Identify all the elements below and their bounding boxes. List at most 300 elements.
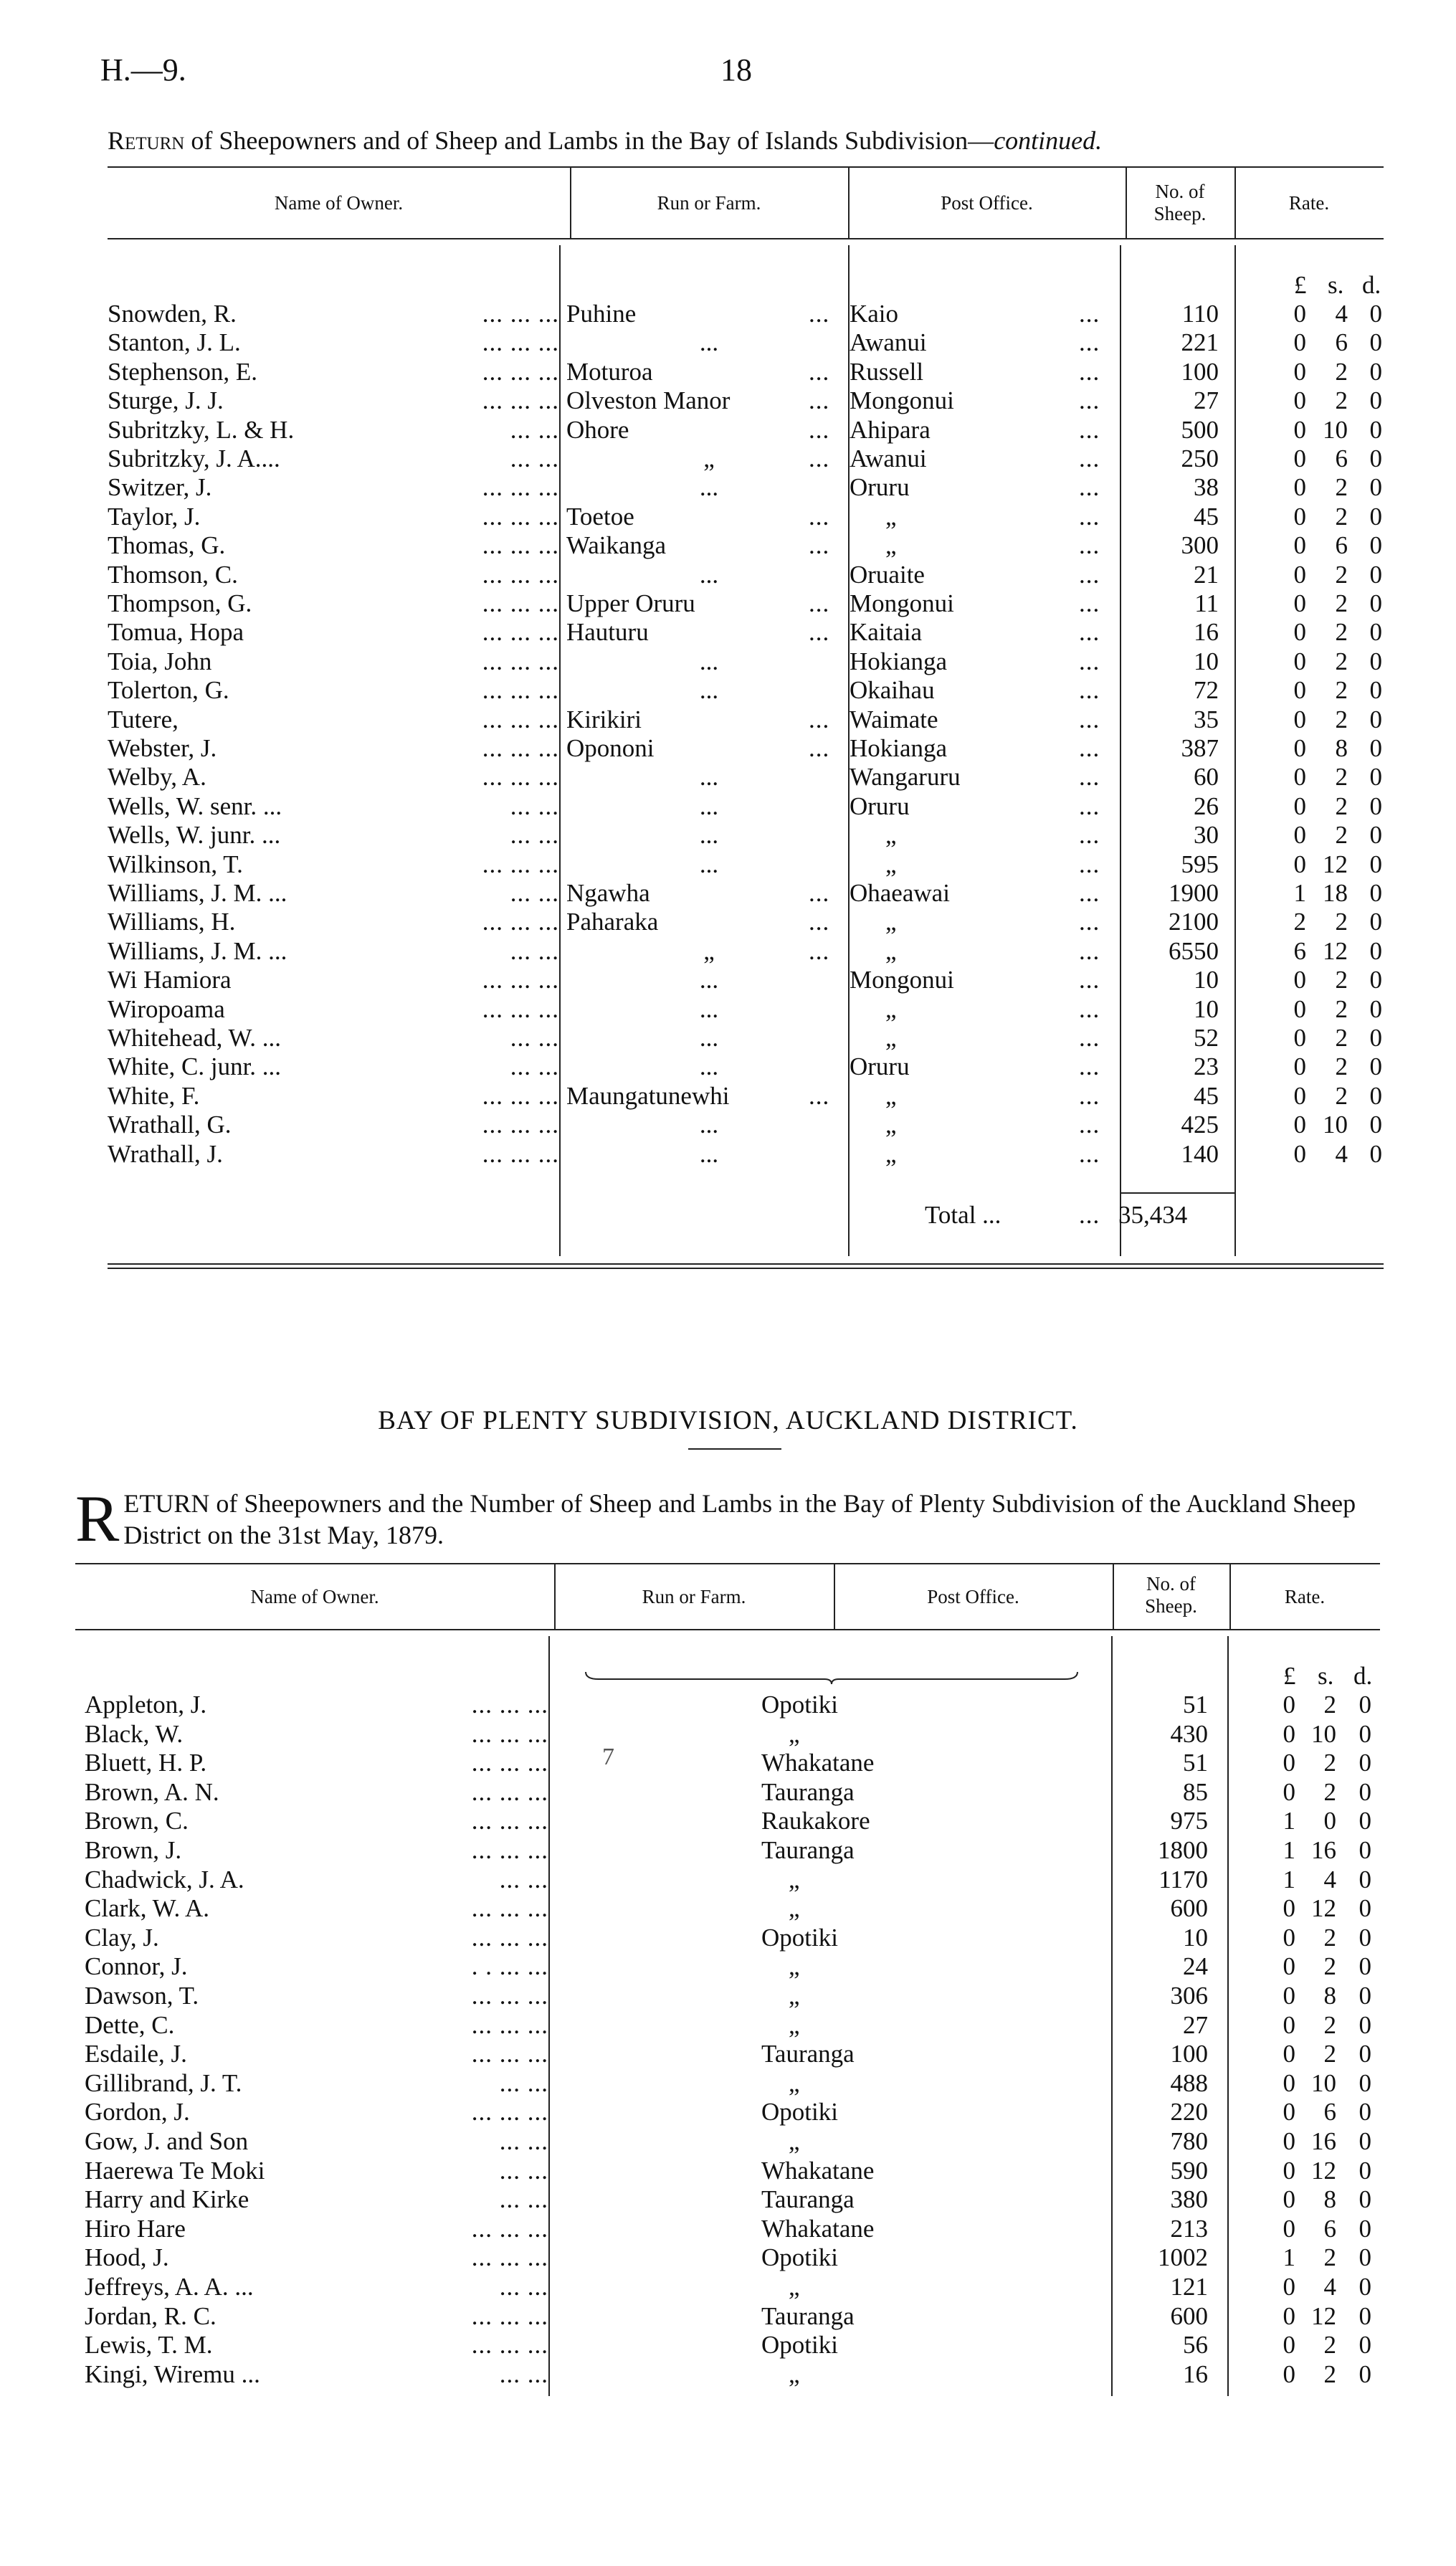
sheep-count: 30 [1194,821,1219,849]
post-office: Kaitaia [850,618,923,646]
rate-pounds: 0 [1283,1982,1295,2010]
post-office: „ [789,1894,800,1922]
rate-pounds: 0 [1293,647,1306,675]
sheep-count: 10 [1194,995,1219,1023]
post-office: Tauranga [761,2185,855,2213]
leader-dots: ... [1079,966,1100,994]
owner-name: Williams, J. M. ... [108,879,287,907]
page-number: 18 [720,52,752,87]
rate-shillings: 2 [1323,1952,1336,1980]
sheep-count: 27 [1183,2011,1208,2039]
rate-pence: 0 [1369,647,1382,675]
table2-header-sheep [1113,1573,1229,1617]
rate-pounds: 1 [1283,1866,1295,1893]
sheep-count: 500 [1181,416,1219,444]
run-or-farm: Upper Oruru [566,589,695,617]
leader-dots: ... [1079,821,1100,849]
leader-dots: ... ... ... [471,1778,548,1806]
leader-dots: ... [1079,358,1100,386]
rate-pounds: 0 [1283,1778,1295,1806]
leader-dots: ... ... ... [471,1894,548,1922]
leader-dots: ... ... ... [471,2215,548,2243]
owner-name: Wiropoama [108,995,225,1023]
rate-shillings: 2 [1323,2331,1336,2359]
table2-header-run: Run or Farm. [642,1586,746,1607]
owner-name: Haerewa Te Moki [85,2157,265,2185]
owner-name: Black, W. [85,1720,184,1748]
rate-pence: 0 [1369,618,1382,646]
table1-bottom-rule-2 [108,1268,1384,1269]
table-row [0,908,1456,936]
currency-pence: d. [1353,1662,1373,1690]
sheep-count: 27 [1194,386,1219,414]
run-or-farm: ... [699,676,719,704]
rate-shillings: 8 [1323,2185,1336,2213]
post-office: „ [789,2011,800,2039]
table2-top-rule [75,1563,1380,1564]
owner-name: Kingi, Wiremu ... [85,2360,260,2388]
rate-pounds: 0 [1293,676,1306,704]
table-row [0,1052,1456,1081]
owner-name: Hiro Hare [85,2215,186,2243]
rate-shillings: 4 [1335,1140,1348,1168]
owner-name: Wrathall, G. [108,1111,232,1139]
table2-header-rule [75,1629,1380,1630]
post-office: Oruru [850,473,910,501]
leader-dots: ... [809,531,830,559]
leader-dots: ... ... ... [482,763,559,791]
run-or-farm: Kirikiri [566,705,642,733]
currency-pounds: £ [1294,271,1307,299]
rate-shillings: 2 [1335,647,1348,675]
sheep-count: 300 [1181,531,1219,559]
table-row [0,1778,1456,1807]
post-office: „ [885,1082,897,1110]
rate-pounds: 6 [1293,937,1306,965]
sheep-count: 1170 [1158,1866,1208,1893]
leader-dots: ... ... [510,1052,559,1080]
rate-pounds: 0 [1293,1052,1306,1080]
run-or-farm: ... [699,763,719,791]
post-office: „ [885,1024,897,1052]
run-or-farm: Moturoa [566,358,653,386]
sheep-count: 221 [1181,328,1219,356]
post-office: Whakatane [761,1749,875,1777]
owner-name: Snowden, R. [108,300,237,328]
post-office: Whakatane [761,2215,875,2243]
table1-header-post: Post Office. [941,192,1033,214]
rate-shillings: 2 [1323,2360,1336,2388]
leader-dots: ... ... ... [482,328,559,356]
leader-dots: ... [1079,445,1100,472]
leader-dots: ... [809,734,830,762]
leader-dots: ... ... ... [482,561,559,589]
rate-pounds: 1 [1283,1807,1295,1835]
table1-header-sheep [1126,181,1234,225]
owner-name: Tolerton, G. [108,676,229,704]
leader-dots: ... ... [510,416,559,444]
table-row [0,1024,1456,1052]
table-row [0,473,1456,502]
rate-shillings: 2 [1335,821,1348,849]
rate-pence: 0 [1359,1749,1371,1777]
rate-shillings: 2 [1323,1749,1336,1777]
table-row [0,966,1456,994]
rate-shillings: 10 [1311,1720,1336,1748]
owner-name: Gow, J. and Son [85,2127,249,2155]
currency-pounds: £ [1283,1662,1296,1690]
leader-dots: ... [809,705,830,733]
rate-pence: 0 [1369,850,1382,878]
post-office: Oruru [850,1052,910,1080]
leader-dots: ... ... ... [482,966,559,994]
leader-dots: ... [1079,589,1100,617]
rate-pence: 0 [1369,879,1382,907]
rate-pence: 0 [1359,1691,1371,1719]
post-office: „ [885,1111,897,1139]
sheep-count: 51 [1183,1749,1208,1777]
leader-dots: ... ... ... [482,908,559,936]
rate-pence: 0 [1369,561,1382,589]
owner-name: Wells, W. senr. ... [108,792,282,820]
rate-shillings: 6 [1335,445,1348,472]
leader-dots: ... [1079,618,1100,646]
table1-header-rule [108,238,1384,239]
leader-dots: ... [1079,734,1100,762]
rate-pounds: 0 [1293,618,1306,646]
leader-dots: ... ... ... [482,1111,559,1139]
rate-pence: 0 [1359,1866,1371,1893]
leader-dots: ... [1079,1082,1100,1110]
rate-pence: 0 [1359,2040,1371,2068]
owner-name: Gillibrand, J. T. [85,2069,242,2097]
rate-pence: 0 [1369,908,1382,936]
table-row [0,589,1456,618]
leader-dots: ... [1079,1140,1100,1168]
table-row [0,2011,1456,2040]
leader-dots: ... ... [510,821,559,849]
leader-dots: ... [809,908,830,936]
rate-shillings: 12 [1311,2157,1336,2185]
owner-name: Gordon, J. [85,2098,190,2126]
rate-pounds: 0 [1293,416,1306,444]
table-row [0,2243,1456,2272]
leader-dots: ... [809,1082,830,1110]
rate-pence: 0 [1369,1140,1382,1168]
rate-shillings: 2 [1335,358,1348,386]
leader-dots: ... ... ... [482,358,559,386]
rate-pounds: 1 [1283,1836,1295,1864]
run-or-farm: ... [699,850,719,878]
table-row [0,763,1456,792]
rate-shillings: 2 [1335,995,1348,1023]
rate-pounds: 1 [1293,879,1306,907]
owner-name: Brown, J. [85,1836,182,1864]
rate-shillings: 2 [1335,503,1348,531]
post-office: Okaihau [850,676,935,704]
post-office: Tauranga [761,2040,855,2068]
post-office: Oruru [850,792,910,820]
leader-dots: ... ... ... [471,2243,548,2271]
owner-name: Toia, John [108,647,212,675]
owner-name: Brown, A. N. [85,1778,219,1806]
rate-pence: 0 [1369,473,1382,501]
post-office: „ [789,2360,800,2388]
table-row [0,734,1456,763]
run-or-farm: ... [699,328,719,356]
owner-name: Brown, C. [85,1807,189,1835]
rate-pence: 0 [1369,763,1382,791]
owner-name: Harry and Kirke [85,2185,249,2213]
sheep-count: 2100 [1169,908,1219,936]
leader-dots: ... ... ... [471,1720,548,1748]
leader-dots: ... ... [499,2273,548,2301]
rate-shillings: 6 [1323,2098,1336,2126]
post-office: Kaio [850,300,899,328]
rate-pence: 0 [1369,445,1382,472]
run-or-farm: ... [699,966,719,994]
leader-dots: ... ... ... [482,1082,559,1110]
rate-pounds: 0 [1283,2040,1295,2068]
leader-dots: ... ... ... [482,1140,559,1168]
rate-shillings: 6 [1335,531,1348,559]
sheep-count: 85 [1183,1778,1208,1806]
rate-pence: 0 [1369,995,1382,1023]
leader-dots: ... [1079,792,1100,820]
owner-name: Switzer, J. [108,473,212,501]
rate-pounds: 1 [1283,2243,1295,2271]
rate-pounds: 0 [1283,2069,1295,2097]
rate-shillings: 2 [1335,763,1348,791]
post-office: Ohaeawai [850,879,950,907]
leader-dots: ... [1079,763,1100,791]
rate-pounds: 0 [1283,2185,1295,2213]
leader-dots: ... [809,358,830,386]
table-row [0,531,1456,560]
leader-dots: ... [1079,1052,1100,1080]
leader-dots: ... [1079,300,1100,328]
owner-name: Lewis, T. M. [85,2331,213,2359]
leader-dots: ... [1079,908,1100,936]
rate-pounds: 0 [1283,1894,1295,1922]
rate-pence: 0 [1359,2302,1371,2330]
sheep-count: 140 [1181,1140,1219,1168]
post-office: Tauranga [761,1778,855,1806]
run-or-farm: Maungatunewhi [566,1082,730,1110]
leader-dots: ... [1079,503,1100,531]
sheep-count: 250 [1181,445,1219,472]
rate-shillings: 2 [1323,2040,1336,2068]
leader-dots: ... [809,937,830,965]
owner-name: Subritzky, J. A.... [108,445,280,472]
table2-header-sheep-line1: No. of [1146,1573,1196,1595]
rate-pounds: 0 [1283,2098,1295,2126]
run-or-farm: ... [699,1024,719,1052]
leader-dots: ... ... ... [482,647,559,675]
rate-pounds: 0 [1283,2215,1295,2243]
table2-stray-mark: 7 [602,1744,614,1770]
rate-shillings: 0 [1323,1807,1336,1835]
rate-pence: 0 [1359,1952,1371,1980]
leader-dots: ... ... ... [471,1691,548,1719]
rate-pounds: 0 [1293,792,1306,820]
rate-pounds: 0 [1293,1024,1306,1052]
rate-pence: 0 [1359,1807,1371,1835]
rate-pence: 0 [1359,1778,1371,1806]
leader-dots: ... ... [510,879,559,907]
table-row [0,2069,1456,2098]
sheep-count: 595 [1181,850,1219,878]
table2-heading: BAY OF PLENTY SUBDIVISION, AUCKLAND DISTRICT. [378,1406,1078,1435]
rate-pence: 0 [1359,2011,1371,2039]
rate-shillings: 2 [1335,966,1348,994]
rate-pounds: 0 [1293,966,1306,994]
rate-pence: 0 [1369,1111,1382,1139]
table1-bottom-rule [108,1263,1384,1265]
run-or-farm: Paharaka [566,908,659,936]
table-row [0,792,1456,821]
owner-name: Clay, J. [85,1924,159,1952]
post-office: Tauranga [761,1836,855,1864]
table1-total-dots: ... [1079,1201,1100,1229]
owner-name: Esdaile, J. [85,2040,187,2068]
rate-pounds: 0 [1293,734,1306,762]
leader-dots: ... ... ... [482,503,559,531]
leader-dots: ... [1079,879,1100,907]
rate-pence: 0 [1369,937,1382,965]
rate-pence: 0 [1359,2215,1371,2243]
leader-dots: ... [809,445,830,472]
sheep-count: 45 [1194,503,1219,531]
post-office: „ [885,531,897,559]
sheep-count: 26 [1194,792,1219,820]
rate-shillings: 2 [1335,618,1348,646]
table1-header-sheep-line1: No. of [1155,181,1205,202]
owner-name: Jordan, R. C. [85,2302,217,2330]
run-or-farm: ... [699,561,719,589]
owner-name: Welby, A. [108,763,206,791]
leader-dots: ... ... ... [471,1924,548,1952]
leader-dots: ... ... ... [482,705,559,733]
sheep-count: 10 [1194,966,1219,994]
post-office: „ [885,937,897,965]
run-or-farm: ... [699,647,719,675]
leader-dots: ... ... ... [482,589,559,617]
rate-pence: 0 [1369,503,1382,531]
table-row [0,358,1456,386]
run-or-farm: ... [699,995,719,1023]
rate-pence: 0 [1369,416,1382,444]
owner-name: Webster, J. [108,734,217,762]
table-row [0,879,1456,908]
post-office: Awanui [850,445,927,472]
sheep-count: 6550 [1169,937,1219,965]
leader-dots: ... [809,416,830,444]
table2-header-owner: Name of Owner. [250,1586,379,1607]
leader-dots: ... [1079,328,1100,356]
table1-top-rule [108,166,1384,168]
sheep-count: 121 [1170,2273,1208,2301]
rate-pounds: 0 [1283,2331,1295,2359]
table2-heading-rule [688,1448,781,1450]
sheep-count: 600 [1170,2302,1208,2330]
owner-name: Tomua, Hopa [108,618,244,646]
rate-pounds: 0 [1293,358,1306,386]
sheep-count: 56 [1183,2331,1208,2359]
table-row [0,1836,1456,1865]
sheep-count: 21 [1194,561,1219,589]
leader-dots: ... ... ... [471,2011,548,2039]
leader-dots: ... ... ... [471,1982,548,2010]
run-or-farm: „ [703,445,715,472]
run-or-farm: ... [699,1111,719,1139]
rate-shillings: 2 [1323,1778,1336,1806]
rate-shillings: 2 [1335,1024,1348,1052]
rate-shillings: 2 [1335,473,1348,501]
rate-shillings: 18 [1323,879,1348,907]
rate-pounds: 0 [1293,705,1306,733]
table-row [0,676,1456,705]
leader-dots: ... [1079,647,1100,675]
leader-dots: ... [1079,995,1100,1023]
post-office: „ [789,2273,800,2301]
rate-shillings: 10 [1311,2069,1336,2097]
post-office: Opotiki [761,1924,838,1952]
sheep-count: 110 [1181,300,1219,328]
table-row [0,561,1456,589]
table1-total-value: 35,434 [1118,1201,1188,1229]
leader-dots: ... [1079,1024,1100,1052]
post-office: Tauranga [761,2302,855,2330]
rate-pence: 0 [1369,966,1382,994]
sheep-count: 72 [1194,676,1219,704]
rate-pence: 0 [1359,2098,1371,2126]
post-office: „ [789,1952,800,1980]
rate-pounds: 0 [1293,763,1306,791]
rate-pence: 0 [1369,705,1382,733]
owner-name: Taylor, J. [108,503,201,531]
rate-pence: 0 [1369,300,1382,328]
sheep-count: 38 [1194,473,1219,501]
table-row [0,2157,1456,2185]
table2-title [75,1482,1394,1555]
rate-pence: 0 [1359,2069,1371,2097]
rate-pounds: 0 [1293,589,1306,617]
rate-shillings: 16 [1311,1836,1336,1864]
owner-name: Dawson, T. [85,1982,199,2010]
rate-pence: 0 [1359,2243,1371,2271]
sheep-count: 380 [1170,2185,1208,2213]
run-or-farm: Olveston Manor [566,386,731,414]
rate-pounds: 0 [1293,386,1306,414]
table-row [0,937,1456,966]
rate-shillings: 4 [1323,2273,1336,2301]
owner-name: Williams, J. M. ... [108,937,287,965]
table-row [0,1691,1456,1719]
rate-shillings: 2 [1335,561,1348,589]
rate-pounds: 0 [1283,1952,1295,1980]
leader-dots: ... ... ... [482,300,559,328]
table1-header-sheep-line2: Sheep. [1153,203,1207,225]
rate-shillings: 8 [1335,734,1348,762]
rate-shillings: 2 [1323,2011,1336,2039]
table-row [0,328,1456,357]
rate-pounds: 0 [1283,2273,1295,2301]
table-row [0,1952,1456,1981]
sheep-count: 1800 [1158,1836,1208,1864]
table-row [0,1894,1456,1923]
sheep-count: 488 [1170,2069,1208,2097]
